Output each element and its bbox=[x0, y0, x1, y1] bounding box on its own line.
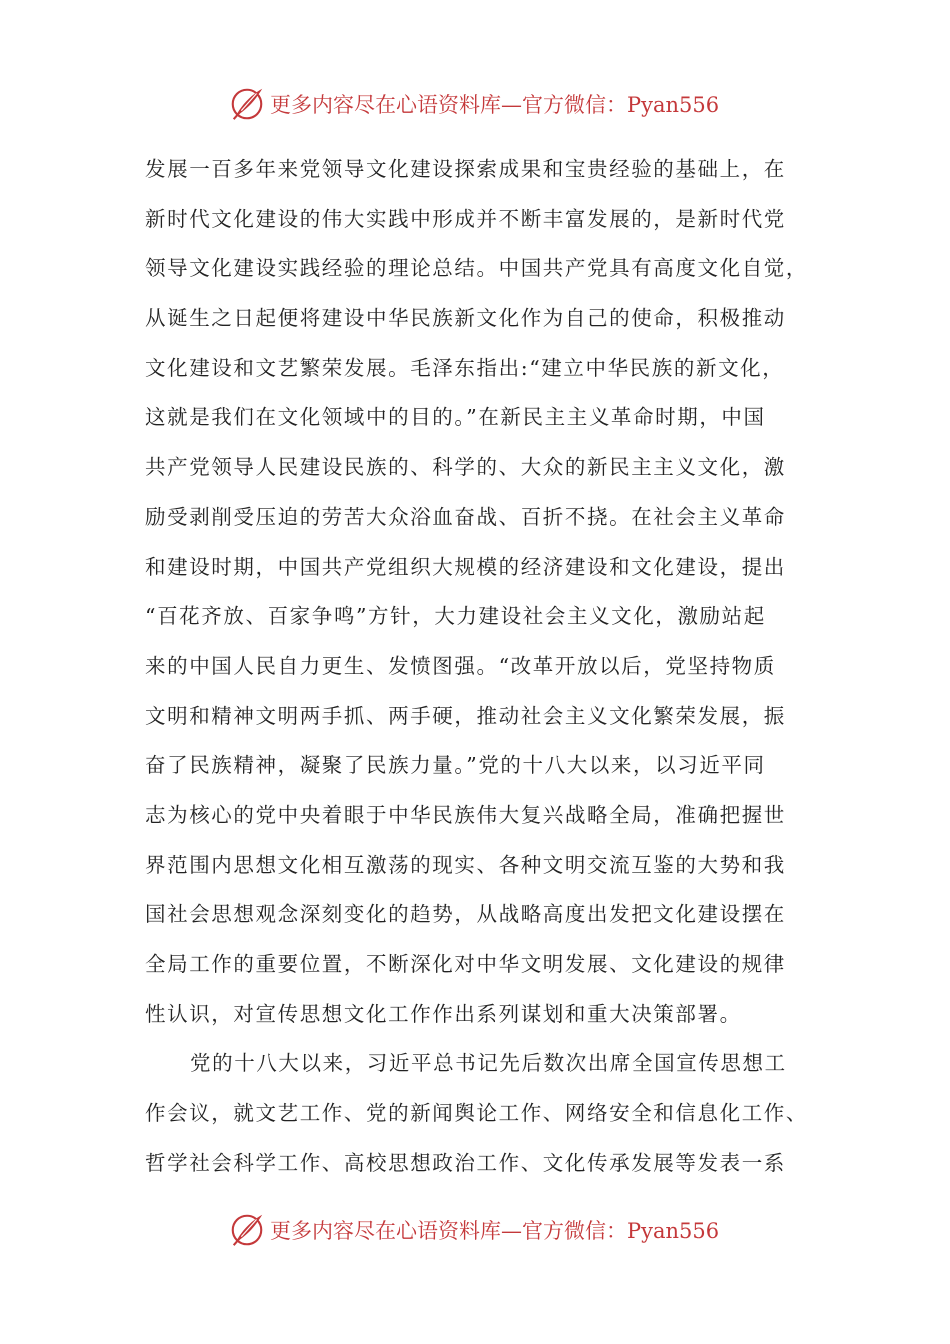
text-line: 发展一百多年来党领导文化建设探索成果和宝贵经验的基础上，在 bbox=[145, 157, 786, 181]
text-line: 国社会思想观念深刻变化的趋势，从战略高度出发把文化建设摆在 bbox=[145, 902, 786, 927]
document-body bbox=[145, 145, 835, 1188]
text-line: 作会议，就文艺工作、党的新闻舆论工作、网络安全和信息化工作、 bbox=[145, 1101, 808, 1126]
text-line: 文化建设和文艺繁荣发展。毛泽东指出:“建立中华民族的新文化， bbox=[145, 355, 785, 380]
text-line: 共产党领导人民建设民族的、科学的、大众的新民主主义文化，激 bbox=[145, 455, 786, 480]
text-line: 新时代文化建设的伟大实践中形成并不断丰富发展的，是新时代党 bbox=[145, 206, 786, 231]
text-line: 奋了民族精神，凝聚了民族力量。”党的十八大以来，以习近平同 bbox=[145, 753, 766, 778]
text-line: “百花齐放、百家争鸣”方针，大力建设社会主义文化，激励站起 bbox=[145, 604, 766, 629]
header-banner bbox=[228, 84, 719, 124]
text-line: 这就是我们在文化领域中的目的。”在新民主主义革命时期，中国 bbox=[145, 405, 766, 430]
text-line: 志为核心的党中央着眼于中华民族伟大复兴战略全局，准确把握世 bbox=[145, 802, 786, 827]
text-line: 哲学社会科学工作、高校思想政治工作、文化传承发展等发表一系 bbox=[145, 1150, 786, 1175]
paragraph-start-line: 党的十八大以来，习近平总书记先后数次出席全国宣传思想工 bbox=[190, 1051, 787, 1076]
text-line: 来的中国人民自力更生、发愤图强。“改革开放以后，党坚持物质 bbox=[145, 653, 776, 678]
text-line: 从诞生之日起便将建设中华民族新文化作为自己的使命，积极推动 bbox=[145, 306, 786, 331]
text-line: 和建设时期，中国共产党组织大规模的经济建设和文化建设，提出 bbox=[145, 554, 786, 579]
text-line: 全局工作的重要位置，不断深化对中华文明发展、文化建设的规律 bbox=[145, 952, 786, 976]
header-banner-text: 更多内容尽在心语资料库—官方微信：Pyan556 bbox=[270, 93, 720, 117]
quill-pen-logo-icon bbox=[228, 1211, 266, 1249]
text-line: 性认识，对宣传思想文化工作作出系列谋划和重大决策部署。 bbox=[145, 1001, 742, 1026]
quill-pen-logo-icon bbox=[228, 85, 266, 123]
text-line: 界范围内思想文化相互激荡的现实、各种文明交流互鉴的大势和我 bbox=[145, 852, 786, 877]
text-line: 励受剥削受压迫的劳苦大众浴血奋战、百折不挠。在社会主义革命 bbox=[145, 504, 786, 529]
text-line: 文明和精神文明两手抓、两手硬，推动社会主义文化繁荣发展，振 bbox=[145, 703, 786, 728]
footer-banner bbox=[228, 1210, 719, 1250]
text-line: 领导文化建设实践经验的理论总结。中国共产党具有高度文化自觉， bbox=[145, 256, 808, 281]
footer-banner-text: 更多内容尽在心语资料库—官方微信：Pyan556 bbox=[270, 1219, 720, 1243]
